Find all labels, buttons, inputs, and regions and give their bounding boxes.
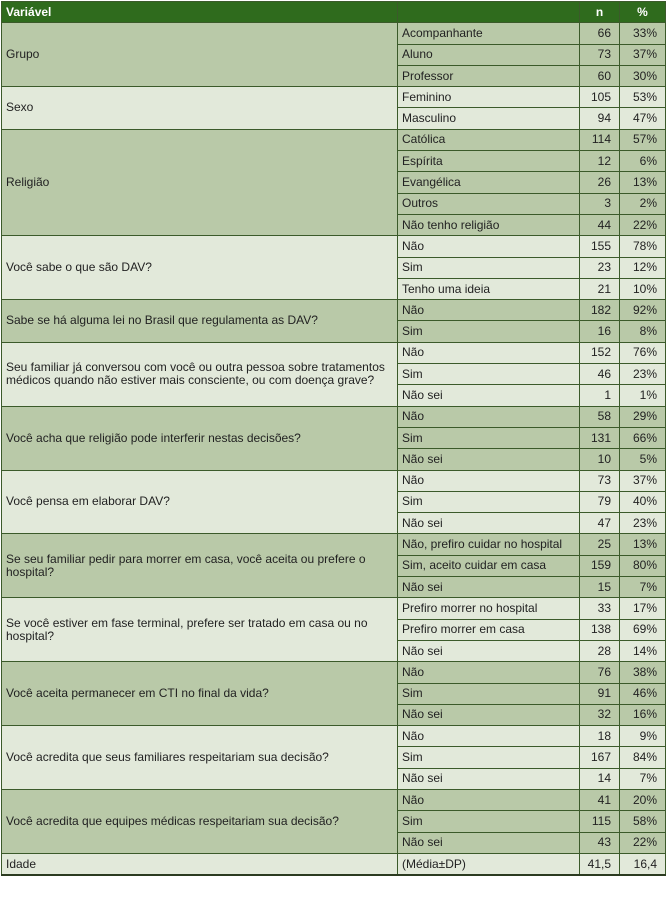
count-cell: 12 — [580, 151, 620, 172]
category-cell: Espírita — [398, 151, 580, 172]
variable-label: Você acha que religião pode interferir nestas decisões? — [2, 406, 398, 470]
count-cell: 3 — [580, 193, 620, 214]
category-cell: Não sei — [398, 577, 580, 598]
count-cell: 73 — [580, 470, 620, 491]
category-cell: Não — [398, 789, 580, 810]
count-cell: 15 — [580, 577, 620, 598]
table-row — [2, 789, 666, 810]
header-variable: Variável — [2, 2, 398, 23]
percent-cell: 38% — [620, 662, 666, 683]
table-row — [2, 87, 666, 108]
table-row — [2, 23, 666, 44]
category-cell: Sim — [398, 683, 580, 704]
category-cell: Não sei — [398, 640, 580, 661]
variable-label: Religião — [2, 129, 398, 235]
category-cell: Sim — [398, 427, 580, 448]
variable-label: Você pensa em elaborar DAV? — [2, 470, 398, 534]
table-row — [2, 129, 666, 150]
count-cell: 41,5 — [580, 853, 620, 875]
count-cell: 21 — [580, 278, 620, 299]
table-header-row — [2, 2, 666, 23]
percent-cell: 17% — [620, 598, 666, 619]
count-cell: 159 — [580, 555, 620, 576]
category-cell: Prefiro morrer no hospital — [398, 598, 580, 619]
count-cell: 114 — [580, 129, 620, 150]
percent-cell: 9% — [620, 726, 666, 747]
category-cell: Não — [398, 342, 580, 363]
table-body — [2, 23, 666, 875]
percent-cell: 16% — [620, 704, 666, 725]
table-row — [2, 598, 666, 619]
category-cell: (Média±DP) — [398, 853, 580, 875]
percent-cell: 40% — [620, 491, 666, 512]
category-cell: Sim, aceito cuidar em casa — [398, 555, 580, 576]
category-cell: Não sei — [398, 385, 580, 406]
variable-label: Se seu familiar pedir para morrer em casa, você aceita ou prefere o hospital? — [2, 534, 398, 598]
table-row — [2, 534, 666, 555]
table-row — [2, 853, 666, 875]
percent-cell: 69% — [620, 619, 666, 640]
percent-cell: 10% — [620, 278, 666, 299]
percent-cell: 23% — [620, 364, 666, 385]
variable-label: Sexo — [2, 87, 398, 130]
percent-cell: 1% — [620, 385, 666, 406]
percent-cell: 80% — [620, 555, 666, 576]
percent-cell: 16,4 — [620, 853, 666, 875]
percent-cell: 92% — [620, 300, 666, 321]
category-cell: Sim — [398, 321, 580, 342]
category-cell: Não sei — [398, 704, 580, 725]
header-n: n — [580, 2, 620, 23]
count-cell: 155 — [580, 236, 620, 257]
percent-cell: 37% — [620, 470, 666, 491]
category-cell: Não sei — [398, 449, 580, 470]
count-cell: 131 — [580, 427, 620, 448]
category-cell: Não sei — [398, 513, 580, 534]
count-cell: 44 — [580, 214, 620, 235]
count-cell: 43 — [580, 832, 620, 853]
count-cell: 167 — [580, 747, 620, 768]
percent-cell: 57% — [620, 129, 666, 150]
count-cell: 60 — [580, 65, 620, 86]
count-cell: 152 — [580, 342, 620, 363]
category-cell: Não — [398, 662, 580, 683]
variable-label: Idade — [2, 853, 398, 875]
count-cell: 58 — [580, 406, 620, 427]
count-cell: 91 — [580, 683, 620, 704]
percent-cell: 46% — [620, 683, 666, 704]
percent-cell: 23% — [620, 513, 666, 534]
percent-cell: 22% — [620, 832, 666, 853]
variable-label: Você acredita que equipes médicas respeitariam sua decisão? — [2, 789, 398, 853]
category-cell: Masculino — [398, 108, 580, 129]
percent-cell: 2% — [620, 193, 666, 214]
percent-cell: 78% — [620, 236, 666, 257]
percent-cell: 29% — [620, 406, 666, 427]
percent-cell: 30% — [620, 65, 666, 86]
count-cell: 16 — [580, 321, 620, 342]
variable-label: Você acredita que seus familiares respeitariam sua decisão? — [2, 726, 398, 790]
count-cell: 66 — [580, 23, 620, 44]
category-cell: Evangélica — [398, 172, 580, 193]
percent-cell: 66% — [620, 427, 666, 448]
percent-cell: 6% — [620, 151, 666, 172]
table-row — [2, 342, 666, 363]
percent-cell: 13% — [620, 172, 666, 193]
table-row — [2, 470, 666, 491]
count-cell: 14 — [580, 768, 620, 789]
percent-cell: 53% — [620, 87, 666, 108]
category-cell: Prefiro morrer em casa — [398, 619, 580, 640]
category-cell: Acompanhante — [398, 23, 580, 44]
count-cell: 1 — [580, 385, 620, 406]
table-row — [2, 236, 666, 257]
category-cell: Não sei — [398, 768, 580, 789]
percent-cell: 22% — [620, 214, 666, 235]
table-row — [2, 406, 666, 427]
header-category — [398, 2, 580, 23]
count-cell: 105 — [580, 87, 620, 108]
table-row — [2, 662, 666, 683]
variable-label: Grupo — [2, 23, 398, 87]
percent-cell: 8% — [620, 321, 666, 342]
count-cell: 115 — [580, 811, 620, 832]
percent-cell: 47% — [620, 108, 666, 129]
table-row — [2, 300, 666, 321]
count-cell: 18 — [580, 726, 620, 747]
category-cell: Não, prefiro cuidar no hospital — [398, 534, 580, 555]
count-cell: 182 — [580, 300, 620, 321]
count-cell: 26 — [580, 172, 620, 193]
category-cell: Sim — [398, 364, 580, 385]
category-cell: Sim — [398, 491, 580, 512]
percent-cell: 14% — [620, 640, 666, 661]
header-pct: % — [620, 2, 666, 23]
variable-label: Se você estiver em fase terminal, prefere ser tratado em casa ou no hospital? — [2, 598, 398, 662]
count-cell: 47 — [580, 513, 620, 534]
percent-cell: 7% — [620, 768, 666, 789]
count-cell: 41 — [580, 789, 620, 810]
variable-label: Sabe se há alguma lei no Brasil que regulamenta as DAV? — [2, 300, 398, 343]
category-cell: Não — [398, 300, 580, 321]
table-row — [2, 726, 666, 747]
count-cell: 25 — [580, 534, 620, 555]
percent-cell: 12% — [620, 257, 666, 278]
count-cell: 94 — [580, 108, 620, 129]
category-cell: Sim — [398, 257, 580, 278]
count-cell: 33 — [580, 598, 620, 619]
percent-cell: 20% — [620, 789, 666, 810]
count-cell: 32 — [580, 704, 620, 725]
count-cell: 138 — [580, 619, 620, 640]
category-cell: Sim — [398, 747, 580, 768]
variable-label: Você aceita permanecer em CTI no final da vida? — [2, 662, 398, 726]
category-cell: Não — [398, 470, 580, 491]
data-table — [1, 1, 666, 876]
count-cell: 73 — [580, 44, 620, 65]
category-cell: Sim — [398, 811, 580, 832]
count-cell: 46 — [580, 364, 620, 385]
category-cell: Professor — [398, 65, 580, 86]
category-cell: Não — [398, 236, 580, 257]
category-cell: Não — [398, 406, 580, 427]
variable-label: Seu familiar já conversou com você ou outra pessoa sobre tratamentos médicos quando não estiver mais consciente, ou com doença grave? — [2, 342, 398, 406]
percent-cell: 5% — [620, 449, 666, 470]
percent-cell: 37% — [620, 44, 666, 65]
percent-cell: 84% — [620, 747, 666, 768]
category-cell: Católica — [398, 129, 580, 150]
percent-cell: 76% — [620, 342, 666, 363]
percent-cell: 58% — [620, 811, 666, 832]
variable-label: Você sabe o que são DAV? — [2, 236, 398, 300]
category-cell: Feminino — [398, 87, 580, 108]
percent-cell: 33% — [620, 23, 666, 44]
count-cell: 76 — [580, 662, 620, 683]
percent-cell: 13% — [620, 534, 666, 555]
count-cell: 23 — [580, 257, 620, 278]
category-cell: Outros — [398, 193, 580, 214]
category-cell: Não sei — [398, 832, 580, 853]
category-cell: Não tenho religião — [398, 214, 580, 235]
count-cell: 28 — [580, 640, 620, 661]
category-cell: Não — [398, 726, 580, 747]
category-cell: Aluno — [398, 44, 580, 65]
count-cell: 10 — [580, 449, 620, 470]
category-cell: Tenho uma ideia — [398, 278, 580, 299]
percent-cell: 7% — [620, 577, 666, 598]
count-cell: 79 — [580, 491, 620, 512]
